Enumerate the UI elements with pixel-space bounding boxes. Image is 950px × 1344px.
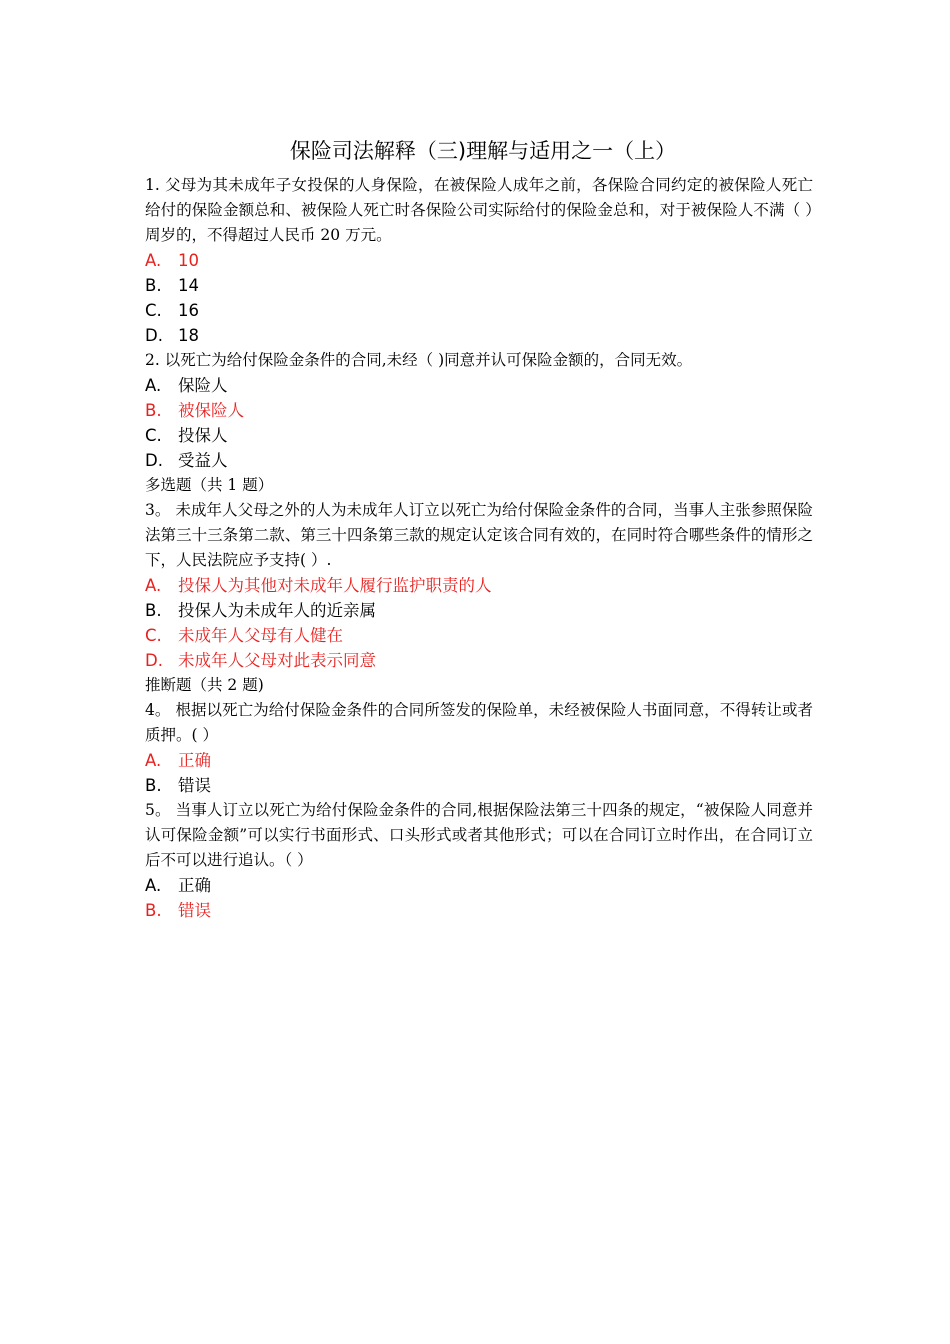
option-d: D. 未成年人父母对此表示同意: [145, 651, 376, 670]
question-5: [145, 798, 813, 923]
option-a: A. 正确: [145, 751, 211, 770]
question-text: 2. 以死亡为给付保险金条件的合同,未经（ )同意并认可保险金额的，合同无效。: [145, 351, 693, 369]
option-a: A. 保险人: [145, 376, 228, 395]
section-heading-multi-choice: 多选题（共 1 题）: [145, 476, 274, 494]
option-b: B. 14: [145, 276, 199, 295]
option-a: A. 10: [145, 251, 199, 270]
option-c: C. 未成年人父母有人健在: [145, 626, 343, 645]
option-a: A. 正确: [145, 876, 211, 895]
option-b: B. 被保险人: [145, 401, 244, 420]
document-content: [145, 135, 813, 923]
question-text: 5。 当事人订立以死亡为给付保险金条件的合同,根据保险法第三十四条的规定，“被保险人同意并认可保险金额”可以实行书面形式、口头形式或者其他形式；可以在合同订立时作出，在合同订立后不可以进行追认。（ ）: [145, 801, 813, 869]
question-text: 3。 未成年人父母之外的人为未成年人订立以死亡为给付保险金条件的合同，当事人主张参照保险法第三十三条第二款、第三十四条第三款的规定认定该合同有效的，在同时符合哪些条件的情形之下，人民法院应予支持( ）.: [145, 501, 813, 569]
option-a: A. 投保人为其他对未成年人履行监护职责的人: [145, 576, 492, 595]
option-b: B. 错误: [145, 901, 211, 920]
option-b: B. 错误: [145, 776, 211, 795]
question-4: [145, 698, 813, 798]
option-d: D. 18: [145, 326, 199, 345]
question-1: [145, 173, 813, 348]
section-heading-judgement: 推断题（共 2 题): [145, 676, 264, 694]
question-text: 1. 父母为其未成年子女投保的人身保险，在被保险人成年之前，各保险合同约定的被保险人死亡给付的保险金额总和、被保险人死亡时各保险公司实际给付的保险金总和，对于被保险人不满（ ）周岁的，不得超过人民币 20 万元。: [145, 176, 813, 244]
option-b: B. 投保人为未成年人的近亲属: [145, 601, 376, 620]
option-d: D. 受益人: [145, 451, 228, 470]
option-c: C. 投保人: [145, 426, 228, 445]
document-title: 保险司法解释（三)理解与适用之一（上）: [289, 139, 677, 163]
question-3: [145, 498, 813, 673]
question-text: 4。 根据以死亡为给付保险金条件的合同所签发的保险单，未经被保险人书面同意，不得转让或者质押。( ）: [145, 701, 813, 744]
option-c: C. 16: [145, 301, 199, 320]
question-2: [145, 348, 813, 473]
